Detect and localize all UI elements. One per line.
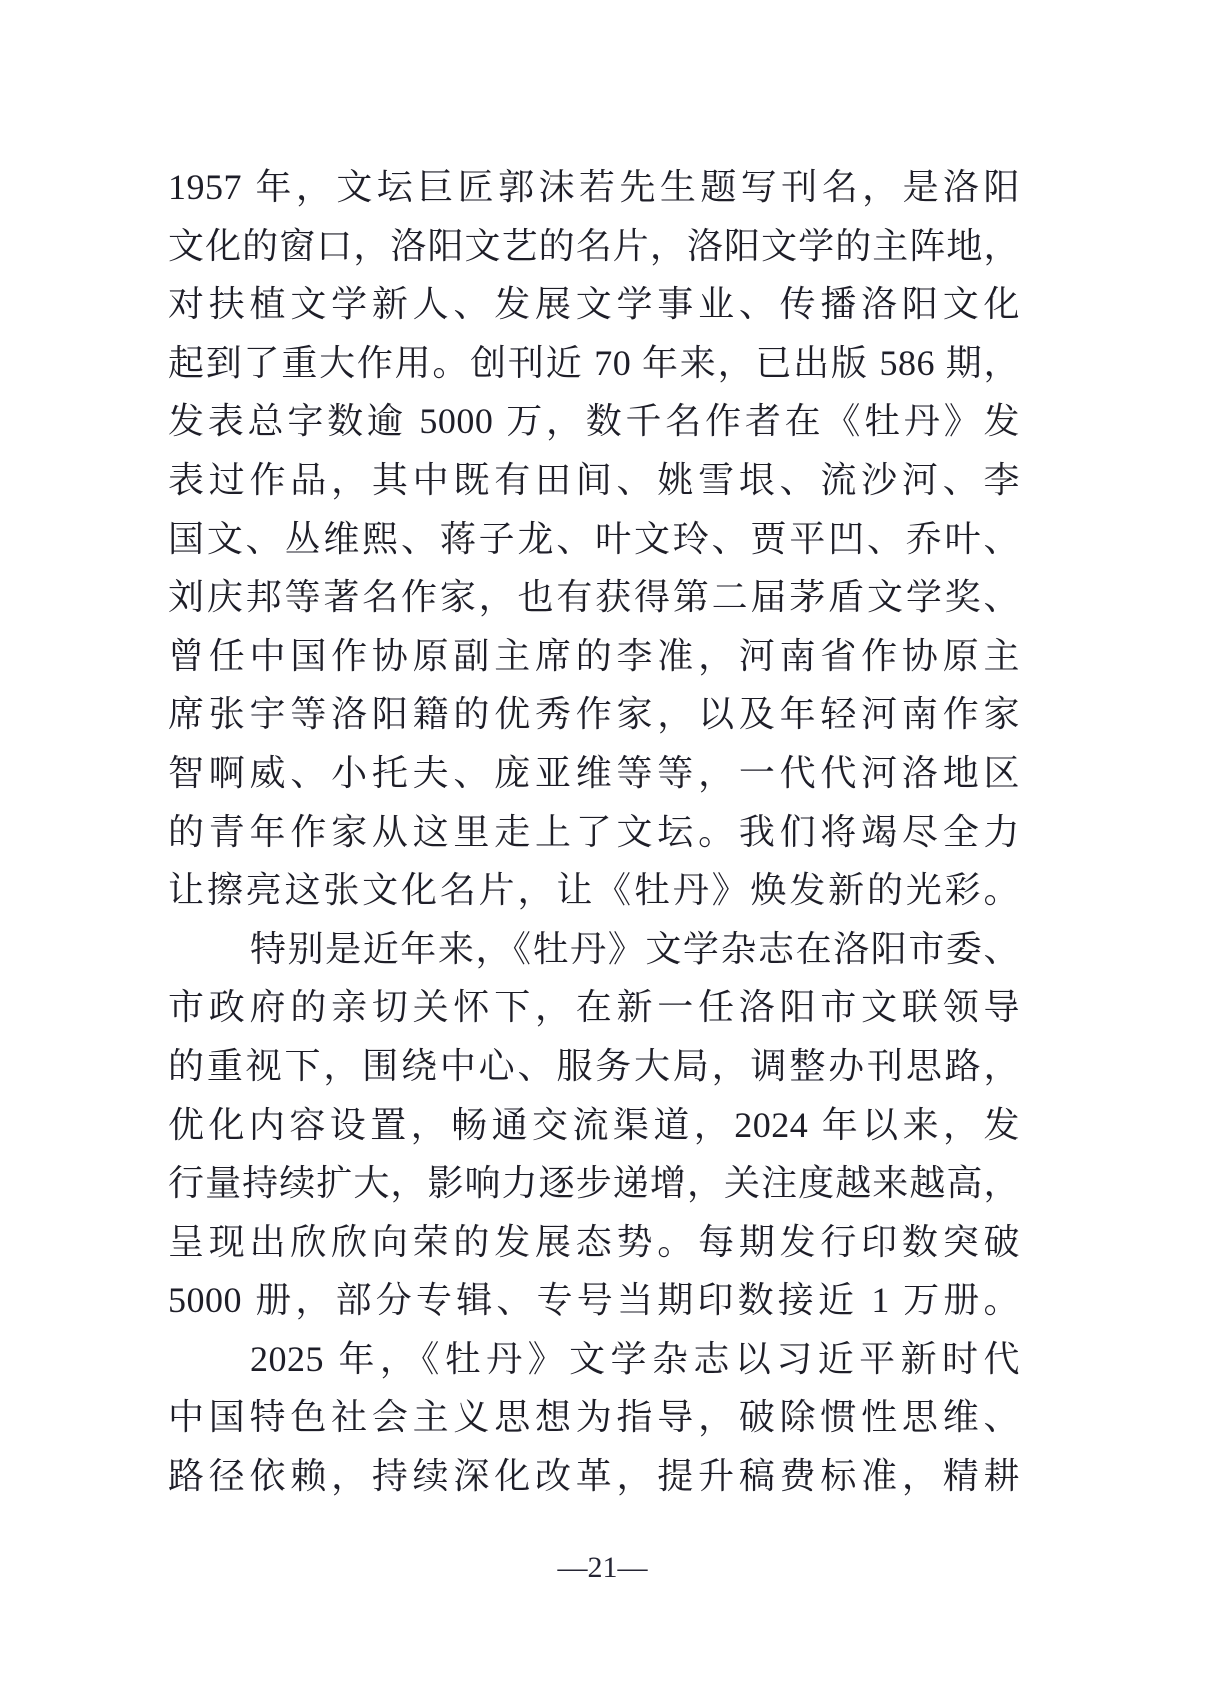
text-line: 表过作品，其中既有田间、姚雪垠、流沙河、李 [168,459,1020,500]
text-line: 优化内容设置，畅通交流渠道，2024 年以来，发 [168,1104,1020,1145]
text-line: 发表总字数逾 5000 万，数千名作者在《牡丹》发 [168,401,1020,442]
text-line: 的青年作家从这里走上了文坛。我们将竭尽全力 [168,811,1020,852]
text-line: 的重视下，围绕中心、服务大局，调整办刊思路， [168,1045,1020,1086]
document-body-text [168,158,1020,1506]
text-line-paragraph-start: 特别是近年来，《牡丹》文学杂志在洛阳市委、 [250,928,1020,969]
text-line: 让擦亮这张文化名片，让《牡丹》焕发新的光彩。 [168,870,1020,911]
text-line-paragraph-start: 2025 年，《牡丹》文学杂志以习近平新时代 [250,1338,1020,1379]
text-line: 文化的窗口，洛阳文艺的名片，洛阳文学的主阵地， [168,225,1020,266]
text-line: 对扶植文学新人、发展文学事业、传播洛阳文化 [168,284,1020,325]
text-line: 行量持续扩大，影响力逐步递增，关注度越来越高， [168,1163,1020,1204]
page-number: —21— [557,1551,648,1584]
text-line: 国文、丛维熙、蒋子龙、叶文玲、贾平凹、乔叶、 [168,518,1020,559]
text-line: 席张宇等洛阳籍的优秀作家，以及年轻河南作家 [168,694,1020,735]
text-line: 1957 年，文坛巨匠郭沫若先生题写刊名，是洛阳 [168,167,1020,207]
text-line: 起到了重大作用。创刊近 70 年来，已出版 586 期， [168,342,1020,383]
text-line: 市政府的亲切关怀下，在新一任洛阳市文联领导 [168,987,1020,1028]
text-line: 呈现出欣欣向荣的发展态势。每期发行印数突破 [168,1221,1020,1262]
text-line: 智啊威、小托夫、庞亚维等等，一代代河洛地区 [168,752,1020,793]
text-line: 中国特色社会主义思想为指导，破除惯性思维、 [168,1397,1020,1438]
text-line: 路径依赖，持续深化改革，提升稿费标准，精耕 [168,1456,1020,1497]
text-line: 曾任中国作协原副主席的李准，河南省作协原主 [168,635,1020,676]
text-line: 刘庆邦等著名作家，也有获得第二届茅盾文学奖、 [168,577,1020,618]
text-line: 5000 册，部分专辑、专号当期印数接近 1 万册。 [168,1280,1020,1321]
